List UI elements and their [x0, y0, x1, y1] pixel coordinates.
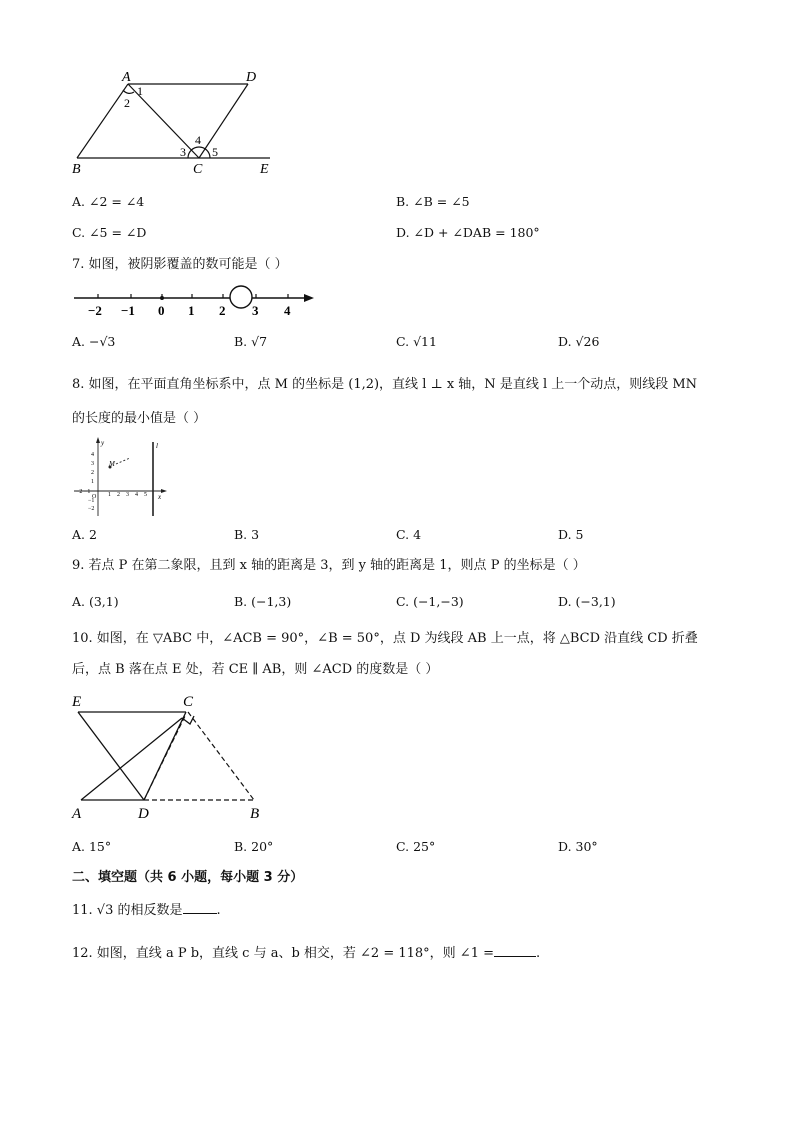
x-tick-1: 1: [108, 492, 111, 498]
q8-option-d: D. 5: [558, 527, 584, 542]
origin-label: O: [92, 494, 97, 500]
q6-option-b: B. ∠B = ∠5: [396, 194, 470, 209]
tick-1: 1: [188, 303, 195, 318]
triangle-fold-figure: [68, 690, 268, 822]
section-title: 二、填空题（共 6 小题，每小题 3 分）: [72, 870, 304, 885]
label-A: A: [122, 70, 131, 85]
q7-option-c: C. √11: [396, 334, 437, 349]
tick-2: 2: [219, 303, 226, 318]
q6-option-a: A. ∠2 = ∠4: [72, 194, 145, 209]
q10-option-c: C. 25°: [396, 839, 436, 854]
q11-text: 11. √3 的相反数是: [72, 903, 183, 918]
q8-option-c: C. 4: [396, 527, 422, 542]
x-tick-4: 4: [135, 492, 138, 498]
q9-option-d: D. (−3,1): [558, 594, 616, 609]
line-label-l: l: [156, 442, 158, 450]
q12-answer-blank[interactable]: [494, 942, 536, 957]
label-D: D: [138, 806, 149, 822]
label-B: B: [250, 806, 260, 822]
label-C: C: [183, 694, 194, 710]
y-tick-3: 3: [91, 461, 94, 467]
label-D: D: [246, 70, 257, 85]
q10-option-a: A. 15°: [72, 839, 112, 854]
axis-label-x: x: [158, 493, 162, 501]
coordinate-graph-figure: [70, 436, 174, 518]
tick-3: 3: [252, 303, 259, 318]
label-E: E: [260, 162, 269, 177]
q10-stem-line1: 10. 如图，在 ▽ABC 中，∠ACB = 90°，∠B = 50°，点 D 为线段 AB 上一点，将 △BCD 沿直线 CD 折叠: [72, 631, 698, 646]
x-tick-neg2: −2: [76, 489, 83, 495]
x-tick-5: 5: [144, 492, 147, 498]
q10-option-b: B. 20°: [234, 839, 274, 854]
x-tick-3: 3: [126, 492, 129, 498]
label-B: B: [72, 162, 81, 177]
x-tick-neg1: −1: [84, 489, 91, 495]
q6-option-c: C. ∠5 = ∠D: [72, 225, 147, 240]
q11-answer-blank[interactable]: [183, 899, 217, 914]
label-A: A: [72, 806, 82, 822]
label-C: C: [193, 162, 203, 177]
y-tick-1: 1: [91, 479, 94, 485]
tick-neg2: −2: [88, 303, 102, 318]
q11-period: .: [216, 903, 221, 918]
q12-period: .: [536, 946, 541, 961]
q8-stem-line1: 8. 如图，在平面直角坐标系中，点 M 的坐标是 (1,2)，直线 l ⊥ x 轴，N 是直线 l 上一个动点，则线段 MN: [72, 377, 698, 392]
point-label-m: M: [109, 460, 115, 468]
q8-option-a: A. 2: [72, 527, 97, 542]
q12-question: [72, 942, 540, 963]
axis-label-y: y: [101, 439, 105, 447]
tick-0: 0: [158, 303, 165, 318]
q6-option-d: D. ∠D + ∠DAB = 180°: [396, 225, 540, 240]
q9-option-b: B. (−1,3): [234, 594, 292, 609]
q10-stem-line2: 后，点 B 落在点 E 处，若 CE ∥ AB，则 ∠ACD 的度数是（ ）: [72, 662, 439, 677]
q7-option-b: B. √7: [234, 334, 268, 349]
y-tick-2: 2: [91, 470, 94, 476]
q7-option-d: D. √26: [558, 334, 600, 349]
tick-neg1: −1: [121, 303, 135, 318]
q10-option-d: D. 30°: [558, 839, 598, 854]
angle-3: 3: [180, 145, 186, 159]
q9-option-a: A. (3,1): [72, 594, 119, 609]
number-line-figure: [70, 284, 320, 320]
q9-stem: 9. 若点 P 在第二象限，且到 x 轴的距离是 3，到 y 轴的距离是 1，则点 P 的坐标是（ ）: [72, 558, 586, 573]
q11-question: [72, 899, 221, 920]
angle-2: 2: [124, 96, 130, 110]
y-tick-4: 4: [91, 452, 94, 458]
x-tick-2: 2: [117, 492, 120, 498]
q12-text: 12. 如图，直线 a P b，直线 c 与 a、b 相交，若 ∠2 = 118°，则 ∠1 =: [72, 946, 494, 961]
angle-4: 4: [195, 133, 201, 147]
q7-option-a: A. −√3: [72, 334, 116, 349]
q9-option-c: C. (−1,−3): [396, 594, 464, 609]
angle-1: 1: [137, 84, 143, 98]
y-tick-neg2: −2: [88, 506, 95, 512]
label-E: E: [72, 694, 82, 710]
q8-stem-line2: 的长度的最小值是（ ）: [72, 411, 207, 426]
angle-5: 5: [212, 145, 218, 159]
tick-4: 4: [284, 303, 291, 318]
q8-option-b: B. 3: [234, 527, 260, 542]
y-tick-neg1: −1: [88, 498, 95, 504]
parallelogram-figure: [70, 66, 280, 178]
q7-stem: 7. 如图，被阴影覆盖的数可能是（ ）: [72, 257, 288, 272]
